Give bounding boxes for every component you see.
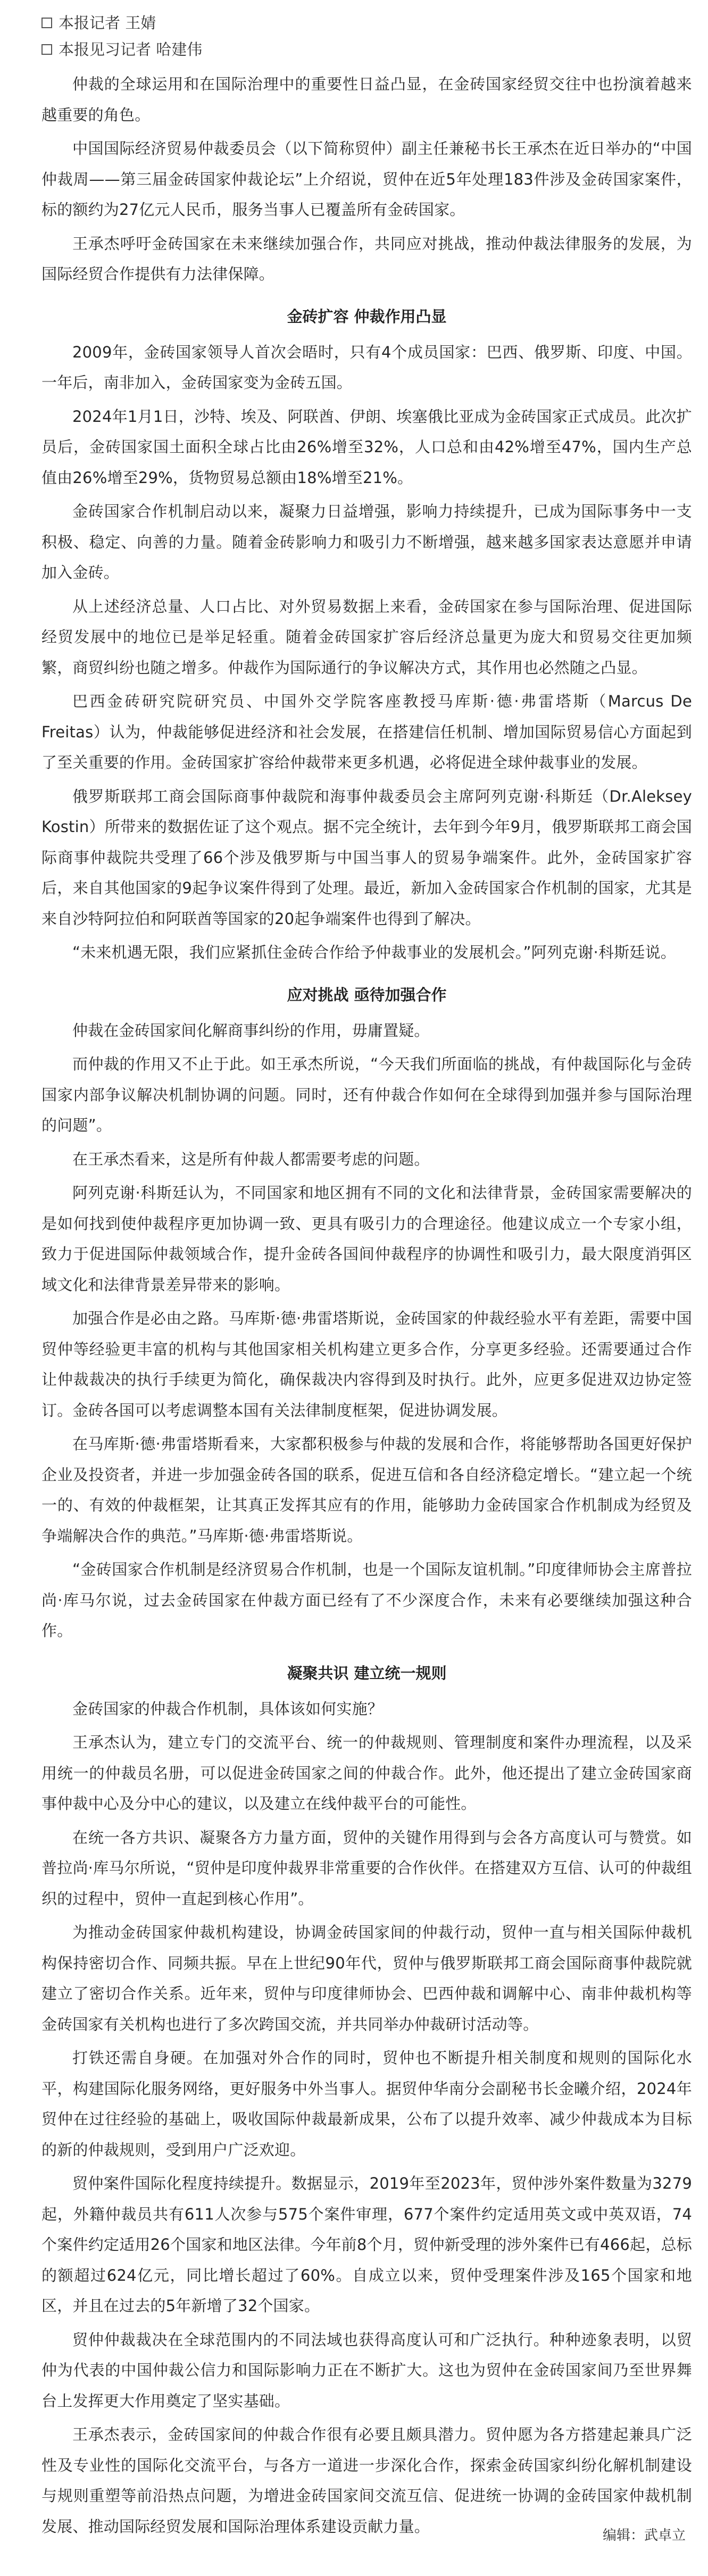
article-paragraph: 贸仲仲裁裁决在全球范围内的不同法域也获得高度认可和广泛执行。种种迹象表明，以贸仲为代表的中国仲裁公信力和国际影响力正在不断扩大。这也为贸仲在金砖国家间乃至世界舞台上发挥更大作用奠定了坚实基础。 xyxy=(41,2330,692,2410)
byline-trainee-reporter-text: 本报见习记者 哈建伟 xyxy=(59,40,203,59)
article-paragraph: 加强合作是必由之路。马库斯·德·弗雷塔斯说，金砖国家的仲裁经验水平有差距，需要中国贸仲等经验更丰富的机构与其他国家相关机构建立更多合作，分享更多经验。还需要通过合作让仲裁裁决的执行手续更为简化，确保裁决内容得到及时执行。此外，应更多促进双边协定签订。金砖各国可以考虑调整本国有关法律制度框架，促进协调发展。 xyxy=(41,1309,692,1419)
article-paragraph: 巴西金砖研究院研究员、中国外交学院客座教授马库斯·德·弗雷塔斯（Marcus De Freitas）认为，仲裁能够促进经济和社会发展，在搭建信任机制、增加国际贸易信心方面起到了至关重要的作用。金砖国家扩容给仲裁带来更多机遇，必将促进全球仲裁事业的发展。 xyxy=(41,692,692,771)
article-paragraph: 贸仲案件国际化程度持续提升。数据显示，2019年至2023年，贸仲涉外案件数量为3279起，外籍仲裁员共有611人次参与575个案件审理，677个案件约定适用英文或中英双语，74个案件约定适用26个国家和地区法律。今年前8个月，贸仲新受理的涉外案件已有466起，总标的额超过624亿元，同比增长超过了60%。自成立以来，贸仲受理案件涉及165个国家和地区，并且在过去的5年新增了32个国家。 xyxy=(41,2174,692,2315)
byline-trainee-reporter xyxy=(41,36,692,63)
article-paragraph: 从上述经济总量、人口占比、对外贸易数据上来看，金砖国家在参与国际治理、促进国际经贸发展中的地位已是举足轻重。随着金砖国家扩容后经济总量更为庞大和贸易交往更加频繁，商贸纠纷也随之增多。仲裁作为国际通行的争议解决方式，其作用也必然随之凸显。 xyxy=(41,597,692,677)
article-paragraph: 2024年1月1日，沙特、埃及、阿联酋、伊朗、埃塞俄比亚成为金砖国家正式成员。此次扩员后，金砖国家国土面积全球占比由26%增至32%，人口总和由42%增至47%，国内生产总值由26%增至29%，货物贸易总额由18%增至21%。 xyxy=(41,407,692,487)
article-paragraph: 在统一各方共识、凝聚各方力量方面，贸仲的关键作用得到与会各方高度认可与赞赏。如普拉尚·库马尔所说，“贸仲是印度仲裁界非常重要的合作伙伴。在搭建双方互信、认可的仲裁组织的过程中，贸仲一直起到核心作用”。 xyxy=(41,1828,692,1908)
article-paragraph: 在王承杰看来，这是所有仲裁人都需要考虑的问题。 xyxy=(72,1150,430,1168)
article-paragraph: 俄罗斯联邦工商会国际商事仲裁院和海事仲裁委员会主席阿列克谢·科斯廷（Dr.Aleksey Kostin）所带来的数据佐证了这个观点。据不完全统计，去年到今年9月，俄罗斯联邦工商会国际商事仲裁院共受理了66个涉及俄罗斯与中国当事人的贸易争端案件。此外，金砖国家扩容后，来自其他国家的9起争议案件得到了处理。最近，新加入金砖国家合作机制的国家，尤其是来自沙特阿拉伯和阿联酋等国家的20起争端案件也得到了解决。 xyxy=(41,787,692,928)
article-paragraph: 阿列克谢·科斯廷认为，不同国家和地区拥有不同的文化和法律背景，金砖国家需要解决的是如何找到使仲裁程序更加协调一致、更具有吸引力的合理途径。他建议成立一个专家小组，致力于促进国际仲裁领域合作，提升金砖各国间仲裁程序的协调性和吸引力，最大限度消弭区域文化和法律背景差异带来的影响。 xyxy=(41,1184,692,1294)
article-paragraph: 王承杰表示，金砖国家间的仲裁合作很有必要且颇具潜力。贸仲愿为各方搭建起兼具广泛性及专业性的国际化交流平台，与各方一道进一步深化合作，探索金砖国家纠纷化解机制建设与规则重塑等前沿热点问题，为增进金砖国家间交流互信、促进统一协调的金砖国家仲裁机制发展、推动国际经贸发展和国际治理体系建设贡献力量。 xyxy=(41,2425,692,2536)
byline-checkbox[interactable] xyxy=(41,44,52,55)
article-paragraph: 2009年，金砖国家领导人首次会晤时，只有4个成员国家：巴西、俄罗斯、印度、中国。一年后，南非加入，金砖国家变为金砖五国。 xyxy=(41,343,692,392)
article-body xyxy=(41,69,692,2542)
byline-reporter xyxy=(41,10,692,36)
article-paragraph: 金砖国家合作机制启动以来，凝聚力日益增强，影响力持续提升，已成为国际事务中一支积极、稳定、向善的力量。随着金砖影响力和吸引力不断增强，越来越多国家表达意愿并申请加入金砖。 xyxy=(41,502,692,581)
byline-reporter-text: 本报记者 王婧 xyxy=(59,14,156,32)
article-paragraph: 王承杰呼吁金砖国家在未来继续加强合作，共同应对挑战，推动仲裁法律服务的发展，为国际经贸合作提供有力法律保障。 xyxy=(41,234,692,283)
section-heading: 应对挑战 亟待加强合作 xyxy=(287,985,447,1004)
article-paragraph: 为推动金砖国家仲裁机构建设，协调金砖国家间的仲裁行动，贸仲一直与相关国际仲裁机构保持密切合作、同频共振。早在上世纪90年代，贸仲与俄罗斯联邦工商会国际商事仲裁院就建立了密切合作关系。近年来，贸仲与印度律师协会、巴西仲裁和调解中心、南非仲裁机构等金砖国家有关机构也进行了多次跨国交流，并共同举办仲裁研讨活动等。 xyxy=(41,1923,692,2033)
article-paragraph: 王承杰认为，建立专门的交流平台、统一的仲裁规则、管理制度和案件办理流程，以及采用统一的仲裁员名册，可以促进金砖国家之间的仲裁合作。此外，他还提出了建立金砖国家商事仲裁中心及分中心的建议，以及建立在线仲裁平台的可能性。 xyxy=(41,1733,692,1813)
article-paragraph: 而仲裁的作用又不止于此。如王承杰所说，“今天我们所面临的挑战，有仲裁国际化与金砖国家内部争议解决机制协调的问题。同时，还有仲裁合作如何在全球得到加强并参与国际治理的问题”。 xyxy=(41,1055,692,1134)
article-paragraph: 金砖国家的仲裁合作机制，具体该如何实施？ xyxy=(72,1699,384,1718)
article-paragraph: 在马库斯·德·弗雷塔斯看来，大家都积极参与仲裁的发展和合作，将能够帮助各国更好保护企业及投资者，并进一步加强金砖各国的联系，促进互信和各自经济稳定增长。“建立起一个统一的、有效的仲裁框架，让其真正发挥其应有的作用，能够助力金砖国家合作机制成为经贸及争端解决合作的典范。”马库斯·德·弗雷塔斯说。 xyxy=(41,1435,692,1545)
editor-credit: 编辑：武卓立 xyxy=(602,2528,686,2544)
article-paragraph: “金砖国家合作机制是经济贸易合作机制，也是一个国际友谊机制。”印度律师协会主席普拉尚·库马尔说，过去金砖国家在仲裁方面已经有了不少深度合作，未来有必要继续加强这种合作。 xyxy=(41,1560,692,1640)
article-paragraph: 仲裁的全球运用和在国际治理中的重要性日益凸显，在金砖国家经贸交往中也扮演着越来越重要的角色。 xyxy=(41,75,692,124)
article-paragraph: “未来机遇无限，我们应紧抓住金砖合作给予仲裁事业的发展机会。”阿列克谢·科斯廷说。 xyxy=(72,943,676,961)
article-paragraph: 打铁还需自身硬。在加强对外合作的同时，贸仲也不断提升相关制度和规则的国际化水平，构建国际化服务网络，更好服务中外当事人。据贸仲华南分会副秘书长金曦介绍，2024年贸仲在过往经验的基础上，吸收国际仲裁最新成果，公布了以提升效率、减少仲裁成本为目标的新的仲裁规则，受到用户广泛欢迎。 xyxy=(41,2049,692,2159)
article-paragraph: 仲裁在金砖国家间化解商事纠纷的作用，毋庸置疑。 xyxy=(72,1021,430,1040)
byline-checkbox[interactable] xyxy=(41,18,52,28)
section-heading: 凝聚共识 建立统一规则 xyxy=(287,1664,447,1682)
article-paragraph: 中国国际经济贸易仲裁委员会（以下简称贸仲）副主任兼秘书长王承杰在近日举办的“中国仲裁周——第三届金砖国家仲裁论坛”上介绍说，贸仲在近5年处理183件涉及金砖国家案件，标的额约为27亿元人民币，服务当事人已覆盖所有金砖国家。 xyxy=(41,139,692,219)
section-heading: 金砖扩容 仲裁作用凸显 xyxy=(287,307,447,326)
